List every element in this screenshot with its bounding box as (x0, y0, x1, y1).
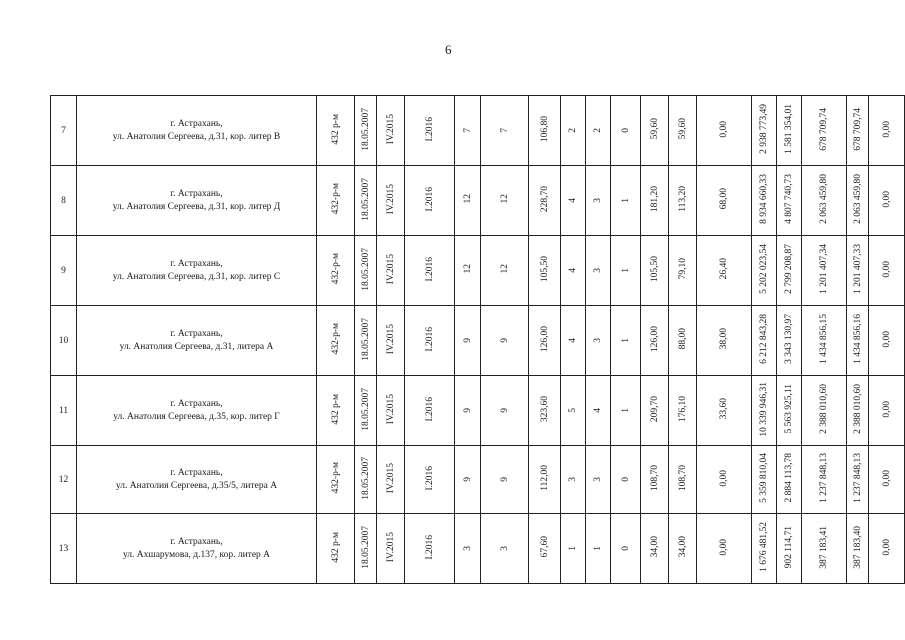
cell-area-col9 (697, 446, 752, 514)
cost-col14-text: 0,00 (881, 260, 892, 278)
cell-area-col9 (697, 306, 752, 376)
cell-count-col6 (611, 236, 641, 306)
residents-col1-text: 12 (462, 264, 473, 274)
cell-cost-total (752, 514, 777, 584)
cell-order-date (355, 306, 377, 376)
cell-residents-col2 (481, 166, 529, 236)
table-row (51, 514, 905, 584)
cell-residents-col2 (481, 376, 529, 446)
count-col5-text: 1 (593, 545, 603, 551)
address-city: г. Астрахань, (170, 467, 223, 478)
cost-col11-text: 5 563 925,11 (784, 384, 794, 434)
actual-quarter-text: I.2016 (424, 256, 435, 282)
actual-quarter-text: I.2016 (424, 465, 435, 491)
cell-cost-col13 (847, 514, 869, 584)
planned-quarter-text: IV.2015 (385, 531, 396, 563)
cell-area-total (529, 236, 561, 306)
residents-col1-text: 3 (462, 545, 473, 551)
cost-col11-text: 2 799 208,87 (784, 244, 794, 294)
cell-order-number (317, 514, 355, 584)
cell-order-date (355, 446, 377, 514)
residents-col1-text: 9 (462, 337, 473, 343)
cell-count-col5 (586, 446, 611, 514)
area-col9-text: 0,00 (719, 538, 729, 556)
cost-col12-text: 2 388 010,60 (819, 384, 829, 434)
cell-order-date (355, 514, 377, 584)
planned-quarter-text: IV.2015 (385, 393, 396, 425)
cell-area-col8 (669, 306, 697, 376)
cell-count-col5 (586, 96, 611, 166)
count-col4-text: 5 (568, 407, 578, 413)
cost-total-text: 5 359 810,04 (759, 453, 769, 503)
cell-cost-col14 (869, 514, 905, 584)
cell-area-col7 (641, 236, 669, 306)
actual-quarter-text: I.2016 (424, 396, 435, 422)
cost-col13-text: 1 237 848,13 (852, 453, 863, 503)
planned-quarter-text: IV.2015 (385, 113, 396, 145)
cell-count-col5 (586, 306, 611, 376)
cell-area-total (529, 446, 561, 514)
area-col9-text: 0,00 (719, 120, 729, 138)
area-total-text: 112,00 (539, 465, 550, 491)
planned-quarter-text: IV.2015 (385, 183, 396, 215)
actual-quarter-text: I.2016 (424, 116, 435, 142)
cell-count-col6 (611, 96, 641, 166)
cell-cost-col12 (802, 306, 847, 376)
area-col8-text: 108,70 (677, 464, 688, 492)
order-date-text: 18.05.2007 (360, 177, 371, 221)
cost-col12-text: 1 201 407,34 (819, 244, 829, 294)
cost-col13-text: 2 388 010,60 (852, 384, 863, 434)
cell-residents-col2 (481, 514, 529, 584)
cell-cost-col13 (847, 96, 869, 166)
cell-row-number: 12 (51, 446, 77, 514)
table-row (51, 446, 905, 514)
cell-cost-col12 (802, 96, 847, 166)
order-number-text: 432 р-м (330, 393, 341, 425)
cell-count-col6 (611, 376, 641, 446)
cell-count-col5 (586, 166, 611, 236)
cell-area-col9 (697, 514, 752, 584)
order-number-text: 432-р-м (330, 253, 341, 285)
cost-total-text: 10 339 946,31 (759, 381, 769, 437)
cell-actual-quarter (405, 96, 455, 166)
area-total-text: 105,50 (539, 255, 550, 283)
cost-col12-text: 1 434 856,15 (819, 314, 829, 364)
cell-cost-col11 (777, 514, 802, 584)
residents-col1-text: 9 (462, 476, 473, 482)
residents-col2-text: 9 (499, 337, 510, 343)
cell-actual-quarter (405, 514, 455, 584)
cell-area-total (529, 514, 561, 584)
cell-cost-col14 (869, 446, 905, 514)
cell-residents-col1 (455, 376, 481, 446)
order-date-text: 18.05.2007 (360, 247, 371, 291)
actual-quarter-text: I.2016 (424, 326, 435, 352)
cell-area-col9 (697, 376, 752, 446)
cell-cost-col13 (847, 376, 869, 446)
cell-residents-col2 (481, 236, 529, 306)
residents-col2-text: 9 (499, 407, 510, 413)
cell-count-col4 (561, 446, 586, 514)
count-col6-text: 1 (620, 337, 631, 343)
cell-count-col4 (561, 376, 586, 446)
cell-area-col9 (697, 166, 752, 236)
area-total-text: 126,00 (539, 325, 550, 353)
cell-address (77, 236, 317, 306)
address-street: ул. Анатолия Сергеева, д.31, кор. литер Д (112, 201, 281, 212)
area-col9-text: 68,00 (719, 188, 729, 210)
cell-planned-quarter (377, 236, 405, 306)
address-city: г. Астрахань, (170, 258, 223, 269)
cell-order-date (355, 376, 377, 446)
cell-cost-col12 (802, 514, 847, 584)
cell-planned-quarter (377, 376, 405, 446)
cell-count-col5 (586, 376, 611, 446)
count-col5-text: 3 (593, 197, 603, 203)
cell-residents-col2 (481, 96, 529, 166)
cell-residents-col1 (455, 236, 481, 306)
area-total-text: 106,80 (539, 115, 550, 143)
count-col5-text: 3 (593, 267, 603, 273)
address-street: ул. Анатолия Сергеева, д.31, кор. литер В (112, 131, 281, 142)
count-col4-text: 3 (568, 476, 578, 482)
address-street: ул. Ахшарумова, д.137, кор. литер А (122, 549, 271, 560)
cost-total-text: 5 202 023,54 (759, 244, 769, 294)
cell-area-col8 (669, 514, 697, 584)
cell-count-col4 (561, 514, 586, 584)
area-col8-text: 88,00 (677, 328, 688, 350)
cell-cost-col11 (777, 166, 802, 236)
cell-planned-quarter (377, 446, 405, 514)
order-number-text: 432 р-м (330, 531, 341, 563)
table-row (51, 166, 905, 236)
area-col7-text: 126,00 (649, 325, 660, 353)
cell-row-number: 9 (51, 236, 77, 306)
table-row (51, 96, 905, 166)
cell-area-col8 (669, 446, 697, 514)
cell-actual-quarter (405, 166, 455, 236)
cell-cost-col13 (847, 236, 869, 306)
cell-row-number: 11 (51, 376, 77, 446)
cell-residents-col1 (455, 514, 481, 584)
cell-count-col4 (561, 96, 586, 166)
cost-total-text: 1 676 481,52 (759, 522, 769, 572)
address-street: ул. Анатолия Сергеева, д.31, кор. литер С (112, 271, 281, 282)
cell-area-col7 (641, 514, 669, 584)
cell-area-total (529, 376, 561, 446)
cost-col12-text: 678 709,74 (819, 107, 829, 151)
cell-cost-col13 (847, 166, 869, 236)
cell-actual-quarter (405, 376, 455, 446)
cell-residents-col2 (481, 446, 529, 514)
cell-row-number: 8 (51, 166, 77, 236)
cost-col14-text: 0,00 (881, 190, 892, 208)
order-date-text: 18.05.2007 (360, 525, 371, 569)
cell-area-col7 (641, 306, 669, 376)
cell-area-total (529, 96, 561, 166)
order-date-text: 18.05.2007 (360, 456, 371, 500)
cell-area-total (529, 306, 561, 376)
count-col6-text: 1 (620, 407, 631, 413)
cell-address (77, 446, 317, 514)
cell-count-col6 (611, 306, 641, 376)
cost-col13-text: 2 063 459,80 (852, 174, 863, 224)
cell-area-col7 (641, 166, 669, 236)
actual-quarter-text: I.2016 (424, 534, 435, 560)
cost-col11-text: 2 884 113,78 (784, 453, 794, 503)
planned-quarter-text: IV.2015 (385, 253, 396, 285)
cell-cost-col13 (847, 306, 869, 376)
cell-residents-col1 (455, 166, 481, 236)
address-city: г. Астрахань, (170, 398, 223, 409)
count-col6-text: 0 (620, 476, 631, 482)
cost-col14-text: 0,00 (881, 330, 892, 348)
cell-address (77, 376, 317, 446)
cost-col12-text: 2 063 459,80 (819, 174, 829, 224)
cell-cost-col11 (777, 376, 802, 446)
cell-count-col6 (611, 446, 641, 514)
cost-total-text: 6 212 843,28 (759, 314, 769, 364)
area-col7-text: 105,50 (649, 255, 660, 283)
residents-col1-text: 9 (462, 407, 473, 413)
cell-cost-col12 (802, 236, 847, 306)
cell-actual-quarter (405, 236, 455, 306)
area-col7-text: 34,00 (649, 536, 660, 558)
count-col5-text: 4 (593, 407, 603, 413)
cell-residents-col1 (455, 306, 481, 376)
order-number-text: 432-р-м (330, 183, 341, 215)
cell-count-col4 (561, 166, 586, 236)
address-street: ул. Анатолия Сергеева, д.35, кор. литер Г (113, 411, 280, 422)
cell-area-col7 (641, 96, 669, 166)
cell-count-col5 (586, 514, 611, 584)
cell-planned-quarter (377, 166, 405, 236)
residents-col2-text: 3 (499, 545, 510, 551)
cell-cost-col12 (802, 446, 847, 514)
cell-cost-col11 (777, 96, 802, 166)
cell-row-number: 7 (51, 96, 77, 166)
planned-quarter-text: IV.2015 (385, 323, 396, 355)
cell-address (77, 166, 317, 236)
cell-cost-col14 (869, 236, 905, 306)
residents-col2-text: 12 (499, 264, 510, 274)
cell-area-col9 (697, 96, 752, 166)
address-street: ул. Анатолия Сергеева, д.31, литера А (119, 341, 274, 352)
actual-quarter-text: I.2016 (424, 186, 435, 212)
area-col7-text: 59,60 (649, 118, 660, 140)
cost-total-text: 8 934 660,33 (759, 174, 769, 224)
area-col7-text: 108,70 (649, 464, 660, 492)
cell-count-col4 (561, 236, 586, 306)
cell-cost-col11 (777, 446, 802, 514)
cost-col13-text: 1 201 407,33 (852, 244, 863, 294)
cell-order-date (355, 96, 377, 166)
cell-order-number (317, 446, 355, 514)
area-col8-text: 113,20 (677, 186, 688, 212)
area-col9-text: 0,00 (719, 469, 729, 487)
cost-col13-text: 387 183,40 (852, 525, 863, 569)
cell-cost-total (752, 446, 777, 514)
cell-cost-total (752, 306, 777, 376)
cost-col14-text: 0,00 (881, 469, 892, 487)
cost-col12-text: 1 237 848,13 (819, 453, 829, 503)
area-col9-text: 33,60 (719, 398, 729, 420)
order-number-text: 432-р-м (330, 462, 341, 494)
table-row (51, 306, 905, 376)
cost-col11-text: 1 581 354,01 (784, 104, 794, 154)
area-total-text: 323,60 (539, 395, 550, 423)
cell-order-number (317, 236, 355, 306)
area-col7-text: 209,70 (649, 395, 660, 423)
cell-row-number: 13 (51, 514, 77, 584)
cell-order-date (355, 166, 377, 236)
planned-quarter-text: IV.2015 (385, 462, 396, 494)
count-col4-text: 4 (568, 337, 578, 343)
cost-total-text: 2 938 773,49 (759, 104, 769, 154)
cell-row-number: 10 (51, 306, 77, 376)
cell-planned-quarter (377, 96, 405, 166)
table-row (51, 236, 905, 306)
cell-count-col5 (586, 236, 611, 306)
table-body (51, 96, 905, 584)
cost-col14-text: 0,00 (881, 400, 892, 418)
count-col4-text: 1 (568, 545, 578, 551)
cell-actual-quarter (405, 446, 455, 514)
cell-count-col6 (611, 514, 641, 584)
cell-area-total (529, 166, 561, 236)
cost-col14-text: 0,00 (881, 538, 892, 556)
cell-order-date (355, 236, 377, 306)
residents-col2-text: 7 (499, 127, 510, 133)
cell-order-number (317, 376, 355, 446)
cell-cost-col11 (777, 306, 802, 376)
residents-col2-text: 12 (499, 194, 510, 204)
area-col9-text: 38,00 (719, 328, 729, 350)
cell-cost-col12 (802, 166, 847, 236)
order-number-text: 432 р-м (330, 113, 341, 145)
area-col9-text: 26,40 (719, 258, 729, 280)
cell-cost-total (752, 376, 777, 446)
area-col8-text: 176,10 (677, 395, 688, 423)
cell-area-col8 (669, 236, 697, 306)
count-col6-text: 1 (620, 267, 631, 273)
housing-register-table (50, 95, 905, 584)
address-city: г. Астрахань, (170, 188, 223, 199)
area-total-text: 67,60 (539, 536, 550, 558)
cell-cost-col12 (802, 376, 847, 446)
cell-planned-quarter (377, 306, 405, 376)
cell-address (77, 514, 317, 584)
cell-count-col6 (611, 166, 641, 236)
cost-col11-text: 4 807 740,73 (784, 174, 794, 224)
address-city: г. Астрахань, (170, 536, 223, 547)
cell-count-col4 (561, 306, 586, 376)
cell-area-col8 (669, 96, 697, 166)
cell-cost-col11 (777, 236, 802, 306)
count-col6-text: 1 (620, 197, 631, 203)
area-col8-text: 59,60 (677, 118, 688, 140)
residents-col2-text: 9 (499, 476, 510, 482)
cell-cost-col14 (869, 96, 905, 166)
cost-col11-text: 3 343 130,97 (784, 314, 794, 364)
cell-residents-col1 (455, 446, 481, 514)
address-city: г. Астрахань, (170, 328, 223, 339)
cell-planned-quarter (377, 514, 405, 584)
cost-col11-text: 902 114,71 (784, 525, 794, 569)
count-col6-text: 0 (620, 545, 631, 551)
cell-area-col7 (641, 376, 669, 446)
cell-cost-col14 (869, 306, 905, 376)
count-col5-text: 3 (593, 476, 603, 482)
address-street: ул. Анатолия Сергеева, д.35/5, литера А (115, 480, 278, 491)
cost-col13-text: 1 434 856,16 (852, 314, 863, 364)
order-date-text: 18.05.2007 (360, 387, 371, 431)
cell-area-col8 (669, 376, 697, 446)
cell-cost-col13 (847, 446, 869, 514)
area-col8-text: 79,10 (677, 258, 688, 280)
cell-cost-col14 (869, 166, 905, 236)
cell-residents-col1 (455, 96, 481, 166)
cell-order-number (317, 166, 355, 236)
cell-area-col8 (669, 166, 697, 236)
order-number-text: 432-р-м (330, 323, 341, 355)
cell-actual-quarter (405, 306, 455, 376)
cell-cost-col14 (869, 376, 905, 446)
count-col5-text: 3 (593, 337, 603, 343)
area-col7-text: 181,20 (649, 185, 660, 213)
page-number: 6 (445, 42, 452, 57)
cell-area-col9 (697, 236, 752, 306)
cost-col12-text: 387 183,41 (819, 525, 829, 569)
cell-address (77, 96, 317, 166)
count-col5-text: 2 (593, 127, 603, 133)
count-col4-text: 4 (568, 267, 578, 273)
cost-col13-text: 678 709,74 (852, 107, 863, 151)
table-row (51, 376, 905, 446)
cell-address (77, 306, 317, 376)
cell-cost-total (752, 236, 777, 306)
residents-col1-text: 7 (462, 127, 473, 133)
area-total-text: 228,70 (539, 185, 550, 213)
residents-col1-text: 12 (462, 194, 473, 204)
order-date-text: 18.05.2007 (360, 317, 371, 361)
cell-order-number (317, 306, 355, 376)
cell-cost-total (752, 96, 777, 166)
cost-col14-text: 0,00 (881, 120, 892, 138)
area-col8-text: 34,00 (677, 536, 688, 558)
count-col4-text: 4 (568, 197, 578, 203)
address-city: г. Астрахань, (170, 118, 223, 129)
count-col6-text: 0 (620, 127, 631, 133)
cell-order-number (317, 96, 355, 166)
cell-residents-col2 (481, 306, 529, 376)
count-col4-text: 2 (568, 127, 578, 133)
order-date-text: 18.05.2007 (360, 107, 371, 151)
cell-area-col7 (641, 446, 669, 514)
cell-cost-total (752, 166, 777, 236)
